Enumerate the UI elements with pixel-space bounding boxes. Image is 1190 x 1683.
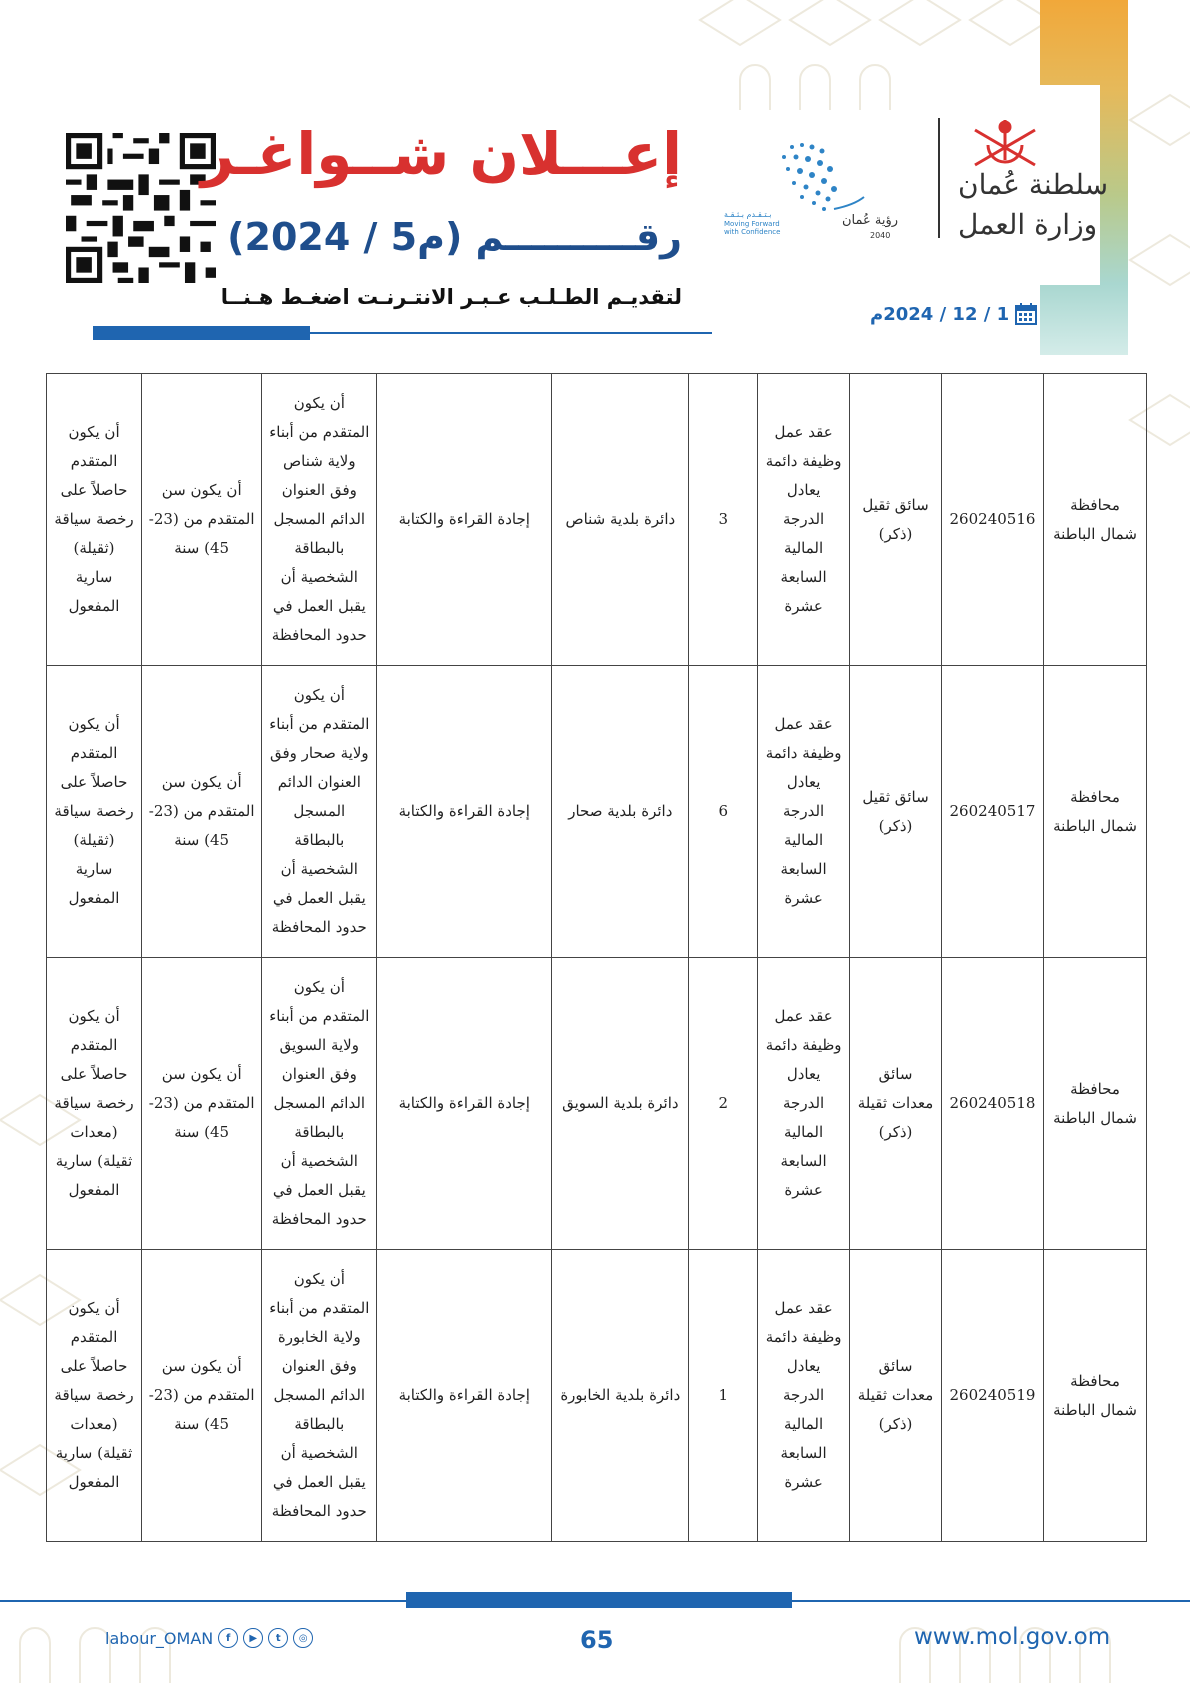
cell-age: أن يكون سن المتقدم من (23-45) سنة — [142, 666, 262, 958]
cell-entity: دائرة بلدية السويق — [552, 958, 689, 1250]
cell-residence: أن يكون المتقدم من أبناء ولاية الخابورة وفق العنوان الدائم المسجل بالبطاقة الشخصية أن يقبل العمل في حدود المحافظة — [262, 1250, 377, 1542]
vacancies-table — [46, 373, 1147, 1542]
cell-qualification: إجادة القراءة والكتابة — [377, 374, 552, 666]
table-row — [47, 666, 1147, 958]
cell-entity: دائرة بلدية شناص — [552, 374, 689, 666]
cell-entity: دائرة بلدية الخابورة — [552, 1250, 689, 1542]
header-underline-thick — [93, 326, 310, 340]
cell-job-title: سائق معدات ثقيلة (ذكر) — [850, 958, 942, 1250]
instagram-icon[interactable]: ◎ — [293, 1628, 313, 1648]
cell-contract: عقد عمل وظيفة دائمة يعادل الدرجة المالية السابعة عشرة — [758, 1250, 850, 1542]
cell-governorate: محافظة شمال الباطنة — [1043, 1250, 1146, 1542]
cell-license: أن يكون المتقدم حاصلاً على رخصة سياقة (ثقيلة) سارية المفعول — [47, 666, 142, 958]
cell-code: 260240519 — [941, 1250, 1043, 1542]
qr-code-icon[interactable] — [66, 133, 216, 283]
cell-age: أن يكون سن المتقدم من (23-45) سنة — [142, 958, 262, 1250]
cell-residence: أن يكون المتقدم من أبناء ولاية صحار وفق العنوان الدائم المسجل بالبطاقة الشخصية أن يقبل العمل في حدود المحافظة — [262, 666, 377, 958]
social-links — [105, 1628, 313, 1648]
vision-tagline-ar: بـتـقـدم بـثـقـة — [724, 210, 772, 219]
cell-contract: عقد عمل وظيفة دائمة يعادل الدرجة المالية السابعة عشرة — [758, 958, 850, 1250]
apply-online-link[interactable]: لتقديـم الطـلـب عـبـر الانتـرنـت اضغـط هـنــا — [220, 285, 682, 309]
cell-license: أن يكون المتقدم حاصلاً على رخصة سياقة (معدات ثقيلة) سارية المفعول — [47, 1250, 142, 1542]
website-link[interactable]: www.mol.gov.om — [914, 1624, 1111, 1650]
cell-count: 2 — [689, 958, 758, 1250]
cell-code: 260240516 — [941, 374, 1043, 666]
cell-code: 260240518 — [941, 958, 1043, 1250]
social-handle[interactable]: labour_OMAN — [105, 1628, 214, 1648]
cell-job-title: سائق ثقيل (ذكر) — [850, 374, 942, 666]
cell-governorate: محافظة شمال الباطنة — [1043, 374, 1146, 666]
vision-tagline-en1: Moving Forward — [724, 220, 780, 228]
cell-governorate: محافظة شمال الباطنة — [1043, 666, 1146, 958]
table-row — [47, 1250, 1147, 1542]
cell-job-title: سائق ثقيل (ذكر) — [850, 666, 942, 958]
date-text: 1 / 12 / 2024م — [870, 303, 1010, 325]
cell-age: أن يكون سن المتقدم من (23-45) سنة — [142, 374, 262, 666]
table-row — [47, 958, 1147, 1250]
cell-license: أن يكون المتقدم حاصلاً على رخصة سياقة (معدات ثقيلة) سارية المفعول — [47, 958, 142, 1250]
country-name: سلطنة عُمان — [958, 168, 1109, 201]
vision-tagline-en2: with Confidence — [724, 228, 781, 236]
cell-contract: عقد عمل وظيفة دائمة يعادل الدرجة المالية السابعة عشرة — [758, 374, 850, 666]
cell-residence: أن يكون المتقدم من أبناء ولاية السويق وفق العنوان الدائم المسجل بالبطاقة الشخصية أن يقبل العمل في حدود المحافظة — [262, 958, 377, 1250]
cell-count: 3 — [689, 374, 758, 666]
cell-governorate: محافظة شمال الباطنة — [1043, 958, 1146, 1250]
facebook-icon[interactable]: f — [218, 1628, 238, 1648]
cell-contract: عقد عمل وظيفة دائمة يعادل الدرجة المالية السابعة عشرة — [758, 666, 850, 958]
cell-count: 6 — [689, 666, 758, 958]
cell-job-title: سائق معدات ثقيلة (ذكر) — [850, 1250, 942, 1542]
calendar-icon — [1015, 303, 1037, 325]
announcement-number: رقــــــــــم (م5 / 2024) — [227, 215, 682, 259]
vision-label: رؤية عُمان — [842, 213, 899, 228]
cell-entity: دائرة بلدية صحار — [552, 666, 689, 958]
cell-count: 1 — [689, 1250, 758, 1542]
cell-qualification: إجادة القراءة والكتابة — [377, 958, 552, 1250]
cell-residence: أن يكون المتقدم من أبناء ولاية شناص وفق العنوان الدائم المسجل بالبطاقة الشخصية أن يقبل العمل في حدود المحافظة — [262, 374, 377, 666]
cell-qualification: إجادة القراءة والكتابة — [377, 1250, 552, 1542]
page-number: 65 — [580, 1626, 614, 1654]
cell-code: 260240517 — [941, 666, 1043, 958]
table-row — [47, 374, 1147, 666]
oman-vision-logo — [722, 135, 922, 245]
cell-age: أن يكون سن المتقدم من (23-45) سنة — [142, 1250, 262, 1542]
footer-accent-bar — [406, 1592, 792, 1608]
ministry-name: وزارة العمل — [958, 208, 1098, 241]
header-underline-thin — [310, 332, 712, 334]
cell-license: أن يكون المتقدم حاصلاً على رخصة سياقة (ثقيلة) سارية المفعول — [47, 374, 142, 666]
announcement-title: إعـــلان شــواغـر — [200, 120, 682, 188]
vision-year: 2040 — [870, 231, 891, 240]
announcement-date — [870, 303, 1037, 325]
youtube-icon[interactable]: ▶ — [243, 1628, 263, 1648]
twitter-icon[interactable]: t — [268, 1628, 288, 1648]
logo-divider — [938, 118, 940, 238]
cell-qualification: إجادة القراءة والكتابة — [377, 666, 552, 958]
